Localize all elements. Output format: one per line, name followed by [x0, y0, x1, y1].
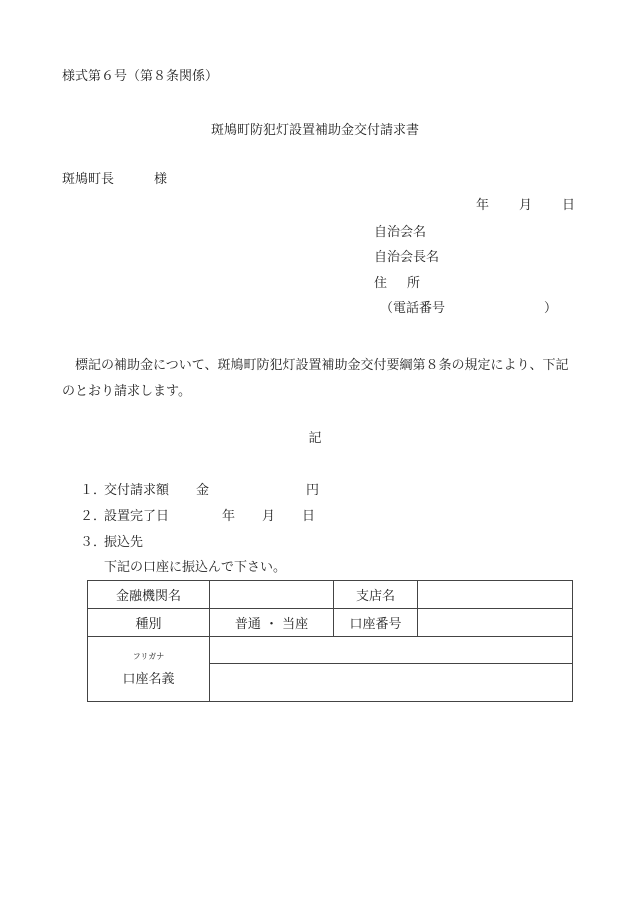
date-month-label: 月 — [519, 198, 533, 213]
date-day-label: 日 — [562, 198, 576, 213]
item-transfer-destination — [80, 536, 143, 549]
transfer-note: 下記の口座に振込んで下さい。 — [104, 560, 287, 575]
completion-day-label: 日 — [302, 509, 316, 524]
account-holder-label: 口座名義 — [122, 672, 175, 687]
item-request-amount — [80, 483, 320, 498]
amount-kin-label: 金 — [196, 483, 210, 498]
addressee-honorific: 様 — [154, 172, 168, 187]
bank-account-table — [87, 580, 573, 702]
table-row — [88, 581, 573, 609]
date-year-label: 年 — [476, 198, 490, 213]
item-label: 交付請求額 — [104, 483, 170, 498]
phone-label: （電話番号 — [380, 301, 446, 316]
address-label — [374, 277, 420, 290]
phone-close-paren: ） — [544, 301, 558, 316]
addressee — [62, 173, 167, 186]
item-completion-date — [80, 509, 316, 524]
furigana-label: フリガナ — [132, 652, 165, 661]
account-type-label: 種別 — [88, 609, 210, 637]
ki-heading: 記 — [308, 431, 322, 446]
address-label-2: 所 — [407, 276, 421, 291]
bank-name-field[interactable] — [210, 581, 334, 609]
completion-month-label: 月 — [262, 509, 276, 524]
item-number: １． — [80, 483, 107, 498]
address-label-1: 住 — [374, 276, 388, 291]
form-number: 様式第６号（第８条関係） — [62, 69, 219, 84]
item-number: ３． — [80, 535, 107, 550]
account-type-options[interactable]: 普通 ・ 当座 — [210, 609, 334, 637]
completion-year-label: 年 — [222, 509, 236, 524]
account-holder-label-cell — [88, 637, 210, 702]
account-number-label: 口座番号 — [334, 609, 418, 637]
account-number-field[interactable] — [418, 609, 573, 637]
table-row — [88, 637, 573, 702]
branch-field[interactable] — [418, 581, 573, 609]
amount-yen-label: 円 — [306, 483, 320, 498]
item-label: 振込先 — [104, 535, 144, 550]
bank-name-label: 金融機関名 — [88, 581, 210, 609]
branch-label: 支店名 — [334, 581, 418, 609]
table-row — [88, 609, 573, 637]
date-line — [476, 199, 575, 212]
document-title: 斑鳩町防犯灯設置補助金交付請求書 — [210, 123, 419, 138]
association-name-label: 自治会名 — [374, 225, 427, 240]
request-body-text: 標記の補助金について、斑鳩町防犯灯設置補助金交付要綱第８条の規定により、下記のとおり請求します。 — [62, 358, 569, 399]
item-label: 設置完了日 — [104, 509, 170, 524]
account-holder-field[interactable] — [210, 637, 573, 702]
furigana-field[interactable] — [210, 637, 572, 664]
chief-name-label: 自治会長名 — [374, 250, 440, 265]
addressee-name: 斑鳩町長 — [62, 172, 115, 187]
item-number: ２． — [80, 509, 107, 524]
